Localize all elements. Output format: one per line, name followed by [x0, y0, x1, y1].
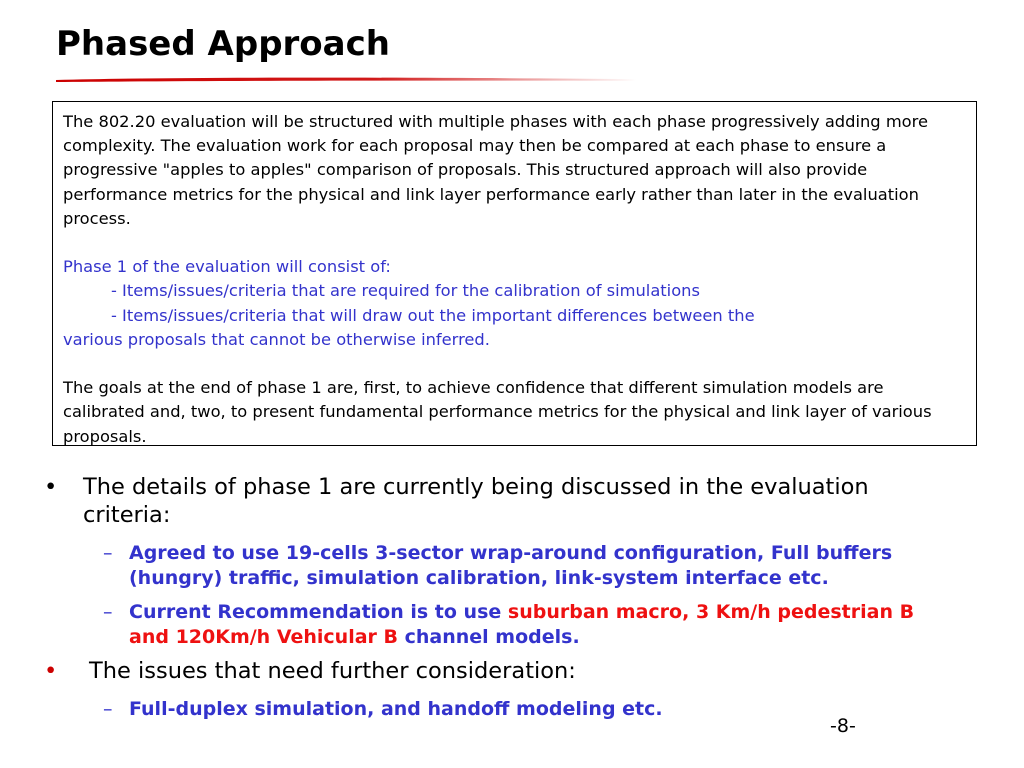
- phase1-item-calibration: - Items/issues/criteria that are required for the calibration of simulations: [111, 281, 700, 301]
- sub-bullet-item: [0, 697, 1024, 722]
- channel-models-highlight: suburban macro, 3 Km/h pedestrian B and 120Km/h Vehicular B: [129, 601, 915, 648]
- phase1-item-differences-continued: various proposals that cannot be otherwise inferred.: [63, 329, 490, 349]
- sub-bullet-marker: –: [103, 698, 113, 720]
- bullet-marker: •: [44, 474, 58, 500]
- sub-bullet-marker: –: [103, 601, 113, 623]
- bullet-marker: •: [44, 658, 58, 684]
- sub-bullet-marker: –: [103, 542, 113, 564]
- phase1-item-differences: - Items/issues/criteria that will draw out the important differences between the: [111, 305, 755, 325]
- recommendation-lead: Current Recommendation is to use: [129, 601, 508, 623]
- intro-paragraph: The 802.20 evaluation will be structured with multiple phases with each phase progressively adding more complexity. The evaluation work for each proposal may then be compared at each phase to ensure a progressive "apples to apples" comparison of proposals. This structured approach will also provide performance metrics for the physical and link layer performance early rather than later in the evaluation process.: [63, 112, 928, 228]
- phased-approach-textbox: [52, 101, 977, 446]
- bullet-list: [0, 473, 1024, 722]
- sub-bullet-item: [0, 600, 1024, 649]
- bullet-text: The issues that need further consideration:: [89, 658, 576, 684]
- sub-bullet-text: Agreed to use 19-cells 3-sector wrap-around configuration, Full buffers (hungry) traffic, simulation calibration, link-system interface etc.: [129, 542, 893, 589]
- bullet-text: The details of phase 1 are currently being discussed in the evaluation criteria:: [83, 474, 869, 528]
- sub-bullet-text: Full-duplex simulation, and handoff modeling etc.: [129, 698, 663, 720]
- recommendation-tail: channel models.: [398, 625, 580, 648]
- sub-bullet-item: [0, 541, 1024, 590]
- bullet-item: [0, 473, 1024, 529]
- goals-paragraph: The goals at the end of phase 1 are, first, to achieve confidence that different simulation models are calibrated and, two, to present fundamental performance metrics for the physical and link layer of various proposals.: [63, 378, 932, 446]
- phase1-intro: Phase 1 of the evaluation will consist of:: [63, 257, 391, 277]
- slide-title: Phased Approach: [56, 24, 390, 64]
- title-underline: [56, 74, 636, 84]
- page-number: -8-: [830, 715, 856, 737]
- sub-bullet-text: [129, 600, 959, 649]
- bullet-item: [0, 657, 1024, 685]
